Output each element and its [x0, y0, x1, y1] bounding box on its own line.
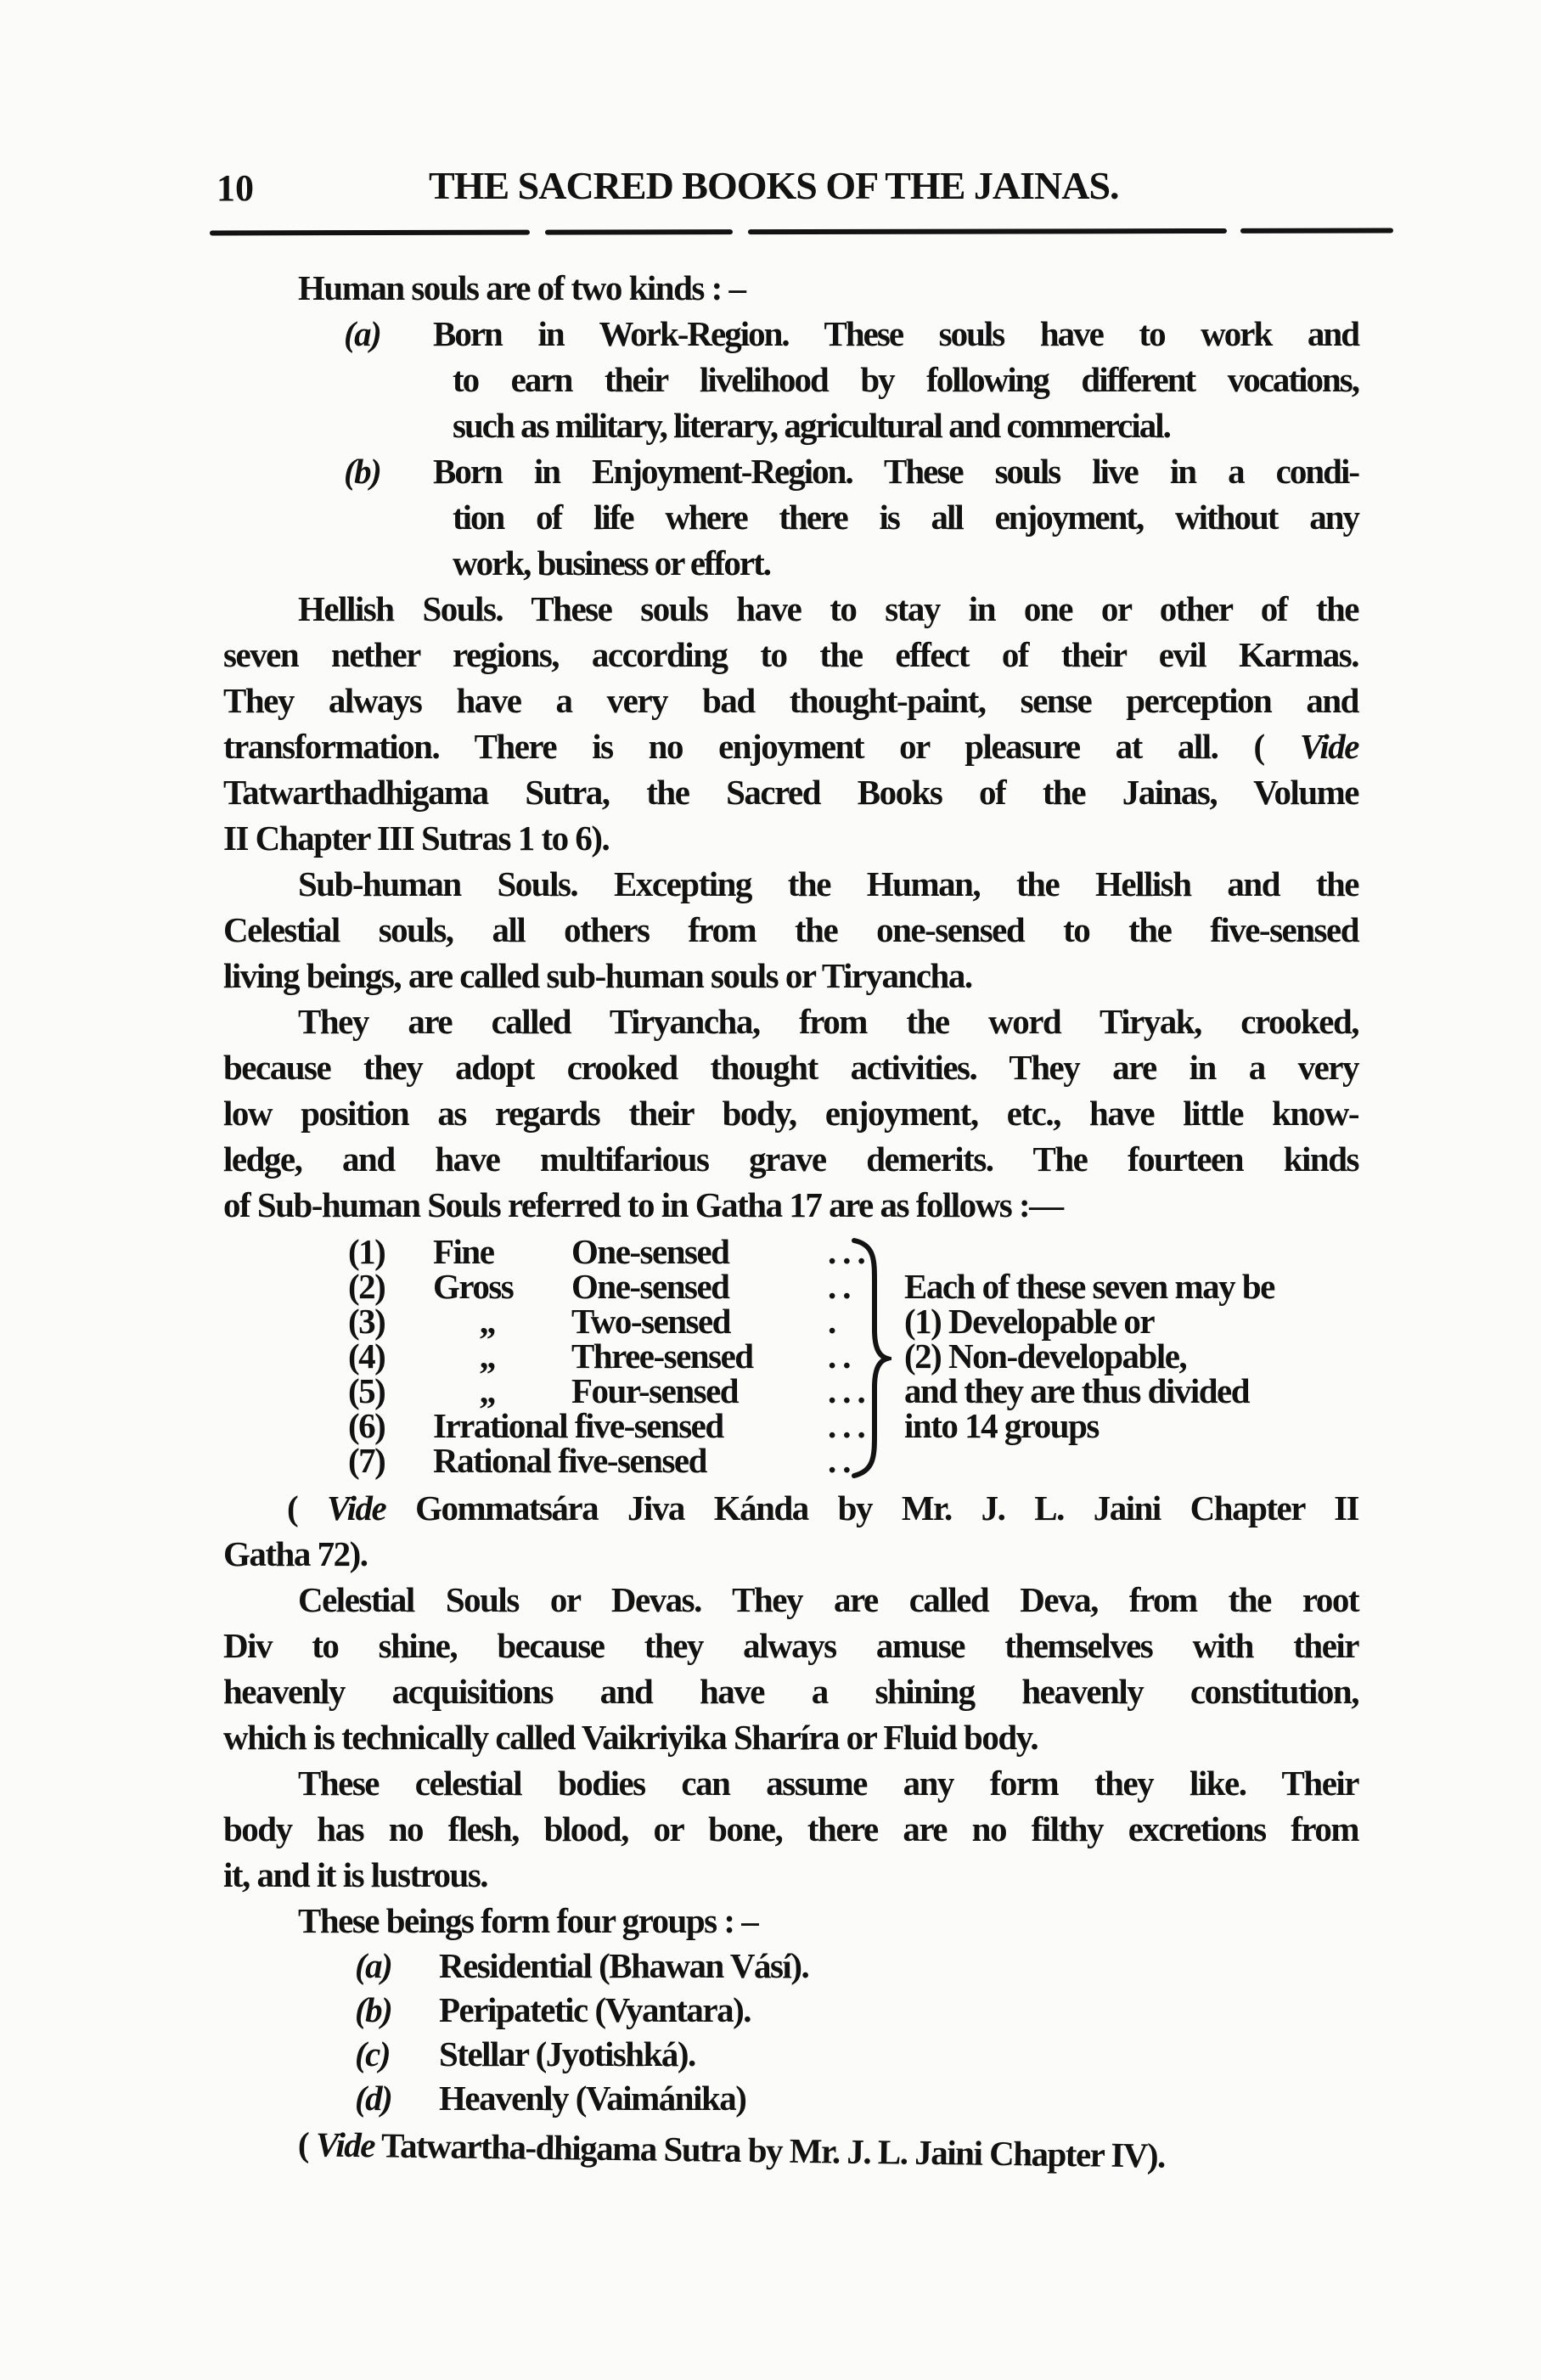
text-line: Born in Work-Region. These souls have to work and	[433, 314, 1358, 353]
leader-dots: ...	[828, 1232, 872, 1271]
row-word: Rational five-sensed	[433, 1441, 706, 1480]
text-line: Born in Enjoyment-Region. These souls live in a condi-	[433, 452, 1358, 491]
item-marker: (d)	[355, 2079, 392, 2118]
row-term: Four-sensed	[571, 1371, 739, 1410]
leader-dots: ...	[828, 1406, 872, 1445]
text-span: Gommatsára Jiva Kánda by Mr. J. L. Jaini Chapter II	[385, 1488, 1358, 1528]
list-item	[223, 2076, 1358, 2120]
italic-vide: Vide	[327, 1488, 386, 1528]
item-text: Stellar (Jyotishká).	[439, 2034, 695, 2073]
text-span: (	[287, 1488, 328, 1528]
text-line: Celestial Souls or Devas. They are called Deva, from the root	[298, 1580, 1358, 1619]
curly-brace	[849, 1238, 891, 1479]
row-number: (7)	[348, 1441, 385, 1480]
rule-segment	[210, 230, 530, 236]
row-number: (4)	[348, 1336, 385, 1376]
paragraph-subhuman	[223, 861, 1358, 999]
paragraph-bodies	[223, 1760, 1358, 1898]
annotation-line: (1) Developable or	[904, 1302, 1155, 1341]
leader-dots: ...	[828, 1371, 872, 1410]
annotation-line: and they are thus divided	[904, 1371, 1250, 1410]
paragraph-gommatsara	[223, 1485, 1358, 1577]
text-line: it, and it is lustrous.	[223, 1855, 488, 1894]
row-number: (5)	[348, 1371, 385, 1410]
text-line	[223, 723, 1358, 769]
text-line: II Chapter III Sutras 1 to 6).	[223, 819, 610, 858]
page-number: 10	[217, 167, 254, 209]
text-line: of Sub-human Souls referred to in Gatha 17 are as follows :—	[223, 1185, 1063, 1224]
row-number: (6)	[348, 1406, 385, 1445]
list-item-b	[223, 448, 1358, 586]
leader-dots: .	[828, 1302, 843, 1341]
row-term: One-sensed	[571, 1267, 729, 1306]
row-term: Two-sensed	[571, 1302, 730, 1341]
text-line: Sub-human Souls. Excepting the Human, the Hellish and the	[298, 864, 1358, 903]
row-word: Irrational five-sensed	[433, 1406, 723, 1445]
row-word: Gross	[433, 1267, 514, 1306]
text-line: tion of life where there is all enjoyment, without any	[453, 498, 1358, 537]
item-text: Heavenly (Vaimánika)	[439, 2079, 746, 2118]
item-marker: (c)	[355, 2034, 391, 2073]
item-marker: (a)	[344, 314, 381, 353]
italic-vide: Vide	[315, 2124, 375, 2165]
rule-segment	[748, 228, 1227, 234]
leader-dots: ..	[828, 1336, 858, 1376]
ditto-mark: ,,	[480, 1371, 495, 1410]
row-term: Three-sensed	[571, 1336, 753, 1376]
rule-segment	[1240, 228, 1393, 233]
text-line: Hellish Souls. These souls have to stay in one or other of the	[298, 589, 1358, 628]
list-row	[223, 1232, 1358, 1271]
text-line: to earn their livelihood by following different vocations,	[453, 360, 1358, 399]
list-item	[223, 1944, 1358, 1988]
annotation-line: Each of these seven may be	[904, 1267, 1274, 1306]
row-word: Fine	[433, 1232, 494, 1271]
text-span: Tatwartha-dhigama Sutra by Mr. J. L. Jaini Chapter IV).	[374, 2125, 1166, 2175]
item-text: Peripatetic (Vyantara).	[439, 1990, 751, 2029]
text-line	[223, 1485, 1358, 1531]
list-item-a	[223, 311, 1358, 448]
text-line: body has no flesh, blood, or bone, there are no filthy excretions from	[223, 1809, 1358, 1848]
paragraph-hellish	[223, 586, 1358, 861]
text-span: (	[297, 2124, 317, 2164]
rule-segment	[545, 229, 733, 234]
ditto-mark: ,,	[480, 1336, 495, 1376]
page-body	[223, 265, 1358, 2175]
text-line: They are called Tiryancha, from the word Tiryak, crooked,	[298, 1002, 1358, 1041]
text-line: ledge, and have multifarious grave demerits. The fourteen kinds	[223, 1139, 1358, 1179]
annotation-line: (2) Non-developable,	[904, 1336, 1187, 1376]
text-line: They always have a very bad thought-paint, sense perception and	[223, 681, 1358, 720]
text-line: Tatwarthadhigama Sutra, the Sacred Books of the Jainas, Volume	[223, 773, 1358, 812]
row-number: (2)	[348, 1267, 385, 1306]
subhuman-kinds-list	[223, 1228, 1358, 1485]
text-line: such as military, literary, agricultural and commercial.	[453, 406, 1170, 445]
deva-groups-list	[223, 1944, 1358, 2120]
text-line: Gatha 72).	[223, 1534, 368, 1573]
row-number: (1)	[348, 1232, 385, 1271]
text-line: work, business or effort.	[453, 543, 771, 582]
text-line: These beings form four groups : –	[298, 1901, 758, 1940]
paragraph-tiryancha	[223, 999, 1358, 1228]
item-marker: (b)	[344, 452, 381, 491]
header-rule	[210, 228, 1398, 246]
item-marker: (a)	[355, 1946, 392, 1985]
text-line: Human souls are of two kinds : –	[298, 268, 745, 307]
list-item	[223, 2032, 1358, 2076]
item-marker: (b)	[355, 1990, 392, 2029]
text-line: These celestial bodies can assume any form they like. Their	[298, 1764, 1358, 1803]
page-title: THE SACRED BOOKS OF THE JAINAS.	[429, 164, 1119, 207]
italic-vide: Vide	[1299, 727, 1358, 766]
text-span: transformation. There is no enjoyment or pleasure at all. (	[223, 727, 1300, 766]
list-item	[223, 1988, 1358, 2032]
text-line: because they adopt crooked thought activities. They are in a very	[223, 1048, 1358, 1087]
leader-dots: ..	[828, 1441, 858, 1480]
text-line: which is technically called Vaikriyika Sharíra or Fluid body.	[223, 1718, 1038, 1757]
text-line: living beings, are called sub-human souls or Tiryancha.	[223, 956, 972, 995]
list-row	[223, 1443, 1358, 1478]
footer-vide-line	[223, 2120, 1359, 2180]
text-line: heavenly acquisitions and have a shining heavenly constitution,	[223, 1672, 1358, 1711]
row-number: (3)	[348, 1302, 385, 1341]
text-line: Div to shine, because they always amuse themselves with their	[223, 1626, 1358, 1665]
row-term: One-sensed	[571, 1232, 729, 1271]
brace-annotation	[904, 1269, 1274, 1443]
ditto-mark: ,,	[480, 1302, 495, 1341]
text-line: low position as regards their body, enjoyment, etc., have little know-	[223, 1094, 1358, 1133]
text-line: Celestial souls, all others from the one-sensed to the five-sensed	[223, 910, 1358, 949]
item-text: Residential (Bhawan Vásí).	[439, 1946, 809, 1985]
paragraph-celestial	[223, 1577, 1358, 1760]
annotation-line: into 14 groups	[904, 1406, 1099, 1445]
leader-dots: ..	[828, 1267, 858, 1306]
text-line: seven nether regions, according to the effect of their evil Karmas.	[223, 635, 1358, 674]
